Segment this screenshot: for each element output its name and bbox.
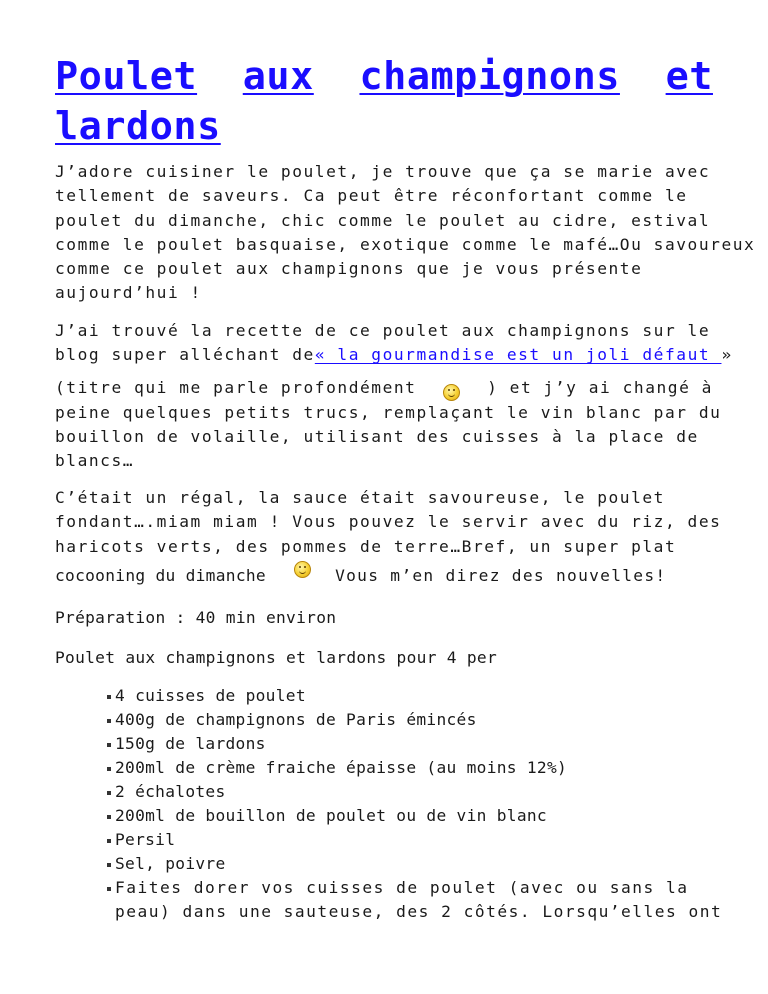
list-item: 150g de lardons	[55, 732, 713, 756]
title-line-1: Poulet aux champignons et	[55, 54, 713, 99]
ingredient-list	[55, 684, 723, 924]
title-line-2: lardons	[55, 104, 221, 149]
verdict-paragraph: C’était un régal, la sauce était savoureuse, le poulet fondant….miam miam ! Vous pouvez le servir avec du riz, des haricots verts, des pommes de terre…Bref, un super plat cocooning du dimanche Vous m’en direz des nouvelles!	[55, 488, 722, 585]
list-item: 4 cuisses de poulet	[55, 684, 713, 708]
wink-smiley-icon	[443, 384, 460, 401]
list-item: 2 échalotes	[55, 780, 713, 804]
recipe-title-link[interactable]	[55, 52, 713, 152]
list-item: Persil	[55, 828, 713, 852]
list-item: Faites dorer vos cuisses de poulet (avec ou sans la peau) dans une sauteuse, des 2 côtés. Lorsqu’elles ont	[55, 876, 713, 924]
servings-heading: Poulet aux champignons et lardons pour 4 per	[55, 648, 498, 667]
source-blog-link[interactable]: « la gourmandise est un joli défaut	[314, 345, 722, 365]
recipe-title	[55, 52, 713, 152]
smile-smiley-icon	[294, 561, 311, 578]
prep-time: Préparation : 40 min environ	[55, 608, 337, 627]
list-item: Sel, poivre	[55, 852, 713, 876]
source-paragraph: J’ai trouvé la recette de ce poulet aux champignons sur le blog super alléchant de « la gourmandise est un joli défaut » (titre qui me parle profondément ) et j’y ai changé à peine quelques petits trucs, remplaçant le vin blanc par du bouillon de volaille, utilisant des cuisses à la place de blancs…	[55, 321, 733, 471]
list-item: 200ml de bouillon de poulet ou de vin blanc	[55, 804, 713, 828]
list-item: 400g de champignons de Paris émincés	[55, 708, 713, 732]
intro-paragraph: J’adore cuisiner le poulet, je trouve que ça se marie avec tellement de saveurs. Ca peut être réconfortant comme le poulet du dimanche, chic comme le poulet au cidre, estival comme le poulet basquaise, exotique comme le mafé…Ou savoureux comme ce poulet aux champignons que je vous présente aujourd’hui !	[55, 162, 756, 303]
list-item: 200ml de crème fraiche épaisse (au moins 12%)	[55, 756, 713, 780]
